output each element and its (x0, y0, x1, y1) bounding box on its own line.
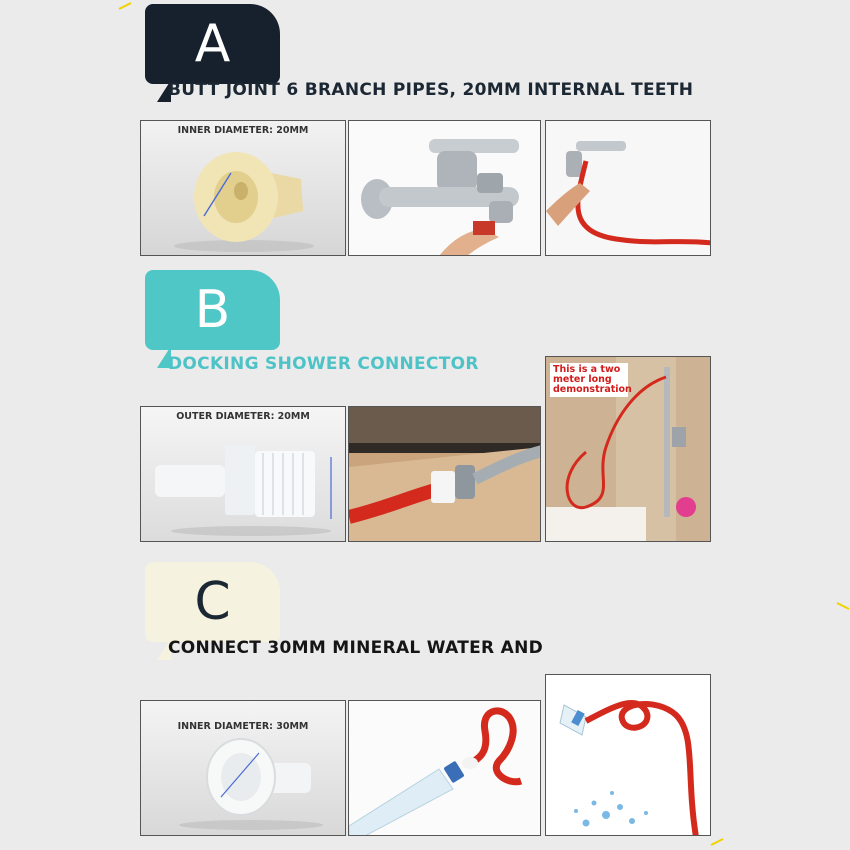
section-a-hose-photo (545, 120, 711, 256)
section-c-fitting-photo (140, 700, 346, 836)
section-c-caption: INNER DIAMETER: 30MM (177, 721, 309, 732)
connector-illustration (141, 407, 346, 542)
bottle-hose-illustration (349, 701, 541, 836)
section-b-shower-pipe-photo (348, 406, 541, 542)
section-b-letter: B (194, 280, 231, 340)
section-a-letter: A (194, 14, 231, 74)
section-b-badge (145, 270, 280, 350)
section-c-heading: CONNECT 30MM MINERAL WATER AND (168, 638, 544, 658)
faucet-illustration (349, 121, 541, 256)
section-a-fitting-photo (140, 120, 346, 256)
section-a-caption: INNER DIAMETER: 20MM (177, 125, 309, 136)
section-a-faucet-photo (348, 120, 541, 256)
section-a-heading: BUTT JOINT 6 BRANCH PIPES, 20MM INTERNAL TEETH (168, 80, 694, 100)
section-c-letter: C (194, 572, 231, 632)
section-b-heading: DOCKING SHOWER CONNECTOR (168, 354, 479, 374)
hose-faucet-illustration (546, 121, 711, 256)
section-c-splash-photo (545, 674, 711, 836)
spark-icon (836, 602, 850, 610)
fitting-illustration (141, 121, 346, 256)
section-b-connector-photo (140, 406, 346, 542)
spark-icon (118, 2, 132, 10)
section-b-demo-note: This is a two meter long demonstration (550, 363, 628, 397)
section-b-caption: OUTER DIAMETER: 20MM (176, 411, 310, 422)
water-splash-illustration (546, 675, 711, 836)
section-c-badge (145, 562, 280, 642)
section-b-bathroom-photo (545, 356, 711, 542)
section-a-badge (145, 4, 280, 84)
shower-pipe-illustration (349, 407, 541, 542)
spark-icon (710, 838, 724, 846)
section-c-bottle-photo (348, 700, 541, 836)
